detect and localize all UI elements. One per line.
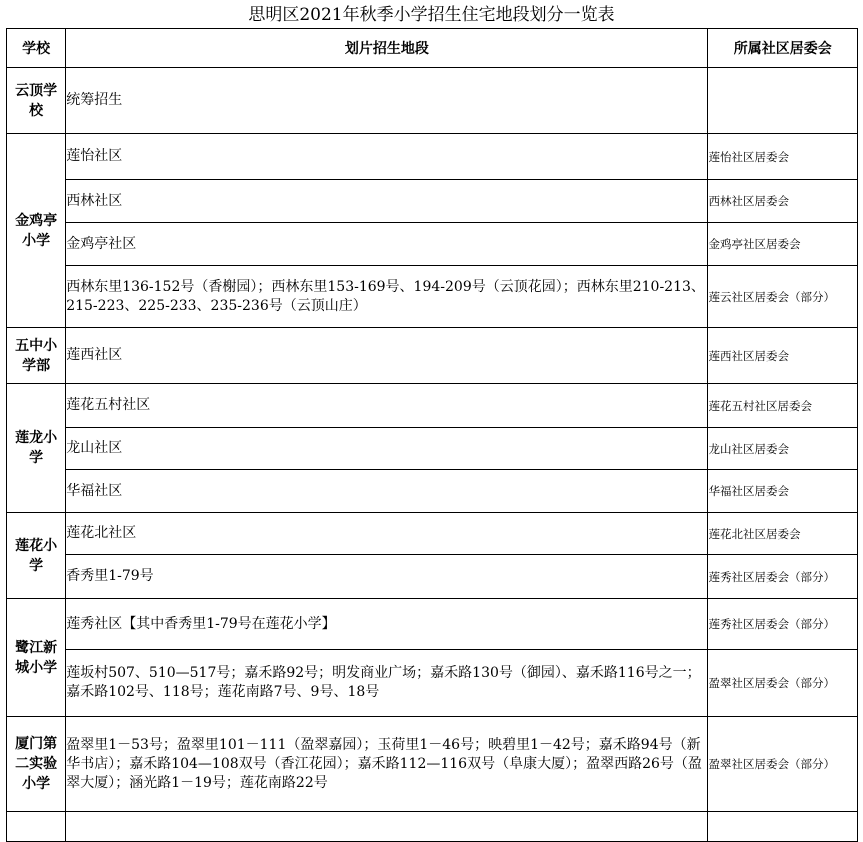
page-title: 思明区2021年秋季小学招生住宅地段划分一览表: [248, 5, 615, 25]
committee-cell: 莲怡社区居委会: [708, 134, 858, 180]
school-name: 五中小学部: [7, 328, 66, 384]
area-cell: 莲坂村507、510—517号；嘉禾路92号；明发商业广场；嘉禾路130号（御园）、嘉禾路116号之一；嘉禾路102号、118号；莲花南路7号、9号、18号: [66, 650, 708, 717]
table-row: [7, 223, 858, 266]
committee-cell: 莲花北社区居委会: [708, 513, 858, 555]
committee-cell: 盈翠社区居委会（部分）: [708, 650, 858, 717]
table-row: [7, 555, 858, 599]
header-school: 学校: [7, 29, 66, 68]
area-cell: 莲花北社区: [66, 513, 708, 555]
table-row: [7, 134, 858, 180]
table-row: [7, 650, 858, 717]
table-row: [7, 717, 858, 812]
school-name: 云顶学校: [7, 68, 66, 134]
table-row: [7, 599, 858, 650]
committee-cell: 龙山社区居委会: [708, 428, 858, 470]
school-name: 莲花小学: [7, 513, 66, 599]
area-cell: 西林东里136-152号（香榭园）；西林东里153-169号、194-209号（云顶花园）；西林东里210-213、215-223、225-233、235-236号（云顶山庄）: [66, 266, 708, 328]
area-cell: 莲秀社区【其中香秀里1-79号在莲花小学】: [66, 599, 708, 650]
school-name: 金鸡亭小学: [7, 134, 66, 328]
table-row: [7, 470, 858, 513]
header-row: [7, 29, 858, 68]
district-table: [6, 28, 858, 842]
committee-cell: 莲云社区居委会（部分）: [708, 266, 858, 328]
table-row: [7, 428, 858, 470]
school-name: [7, 812, 66, 842]
header-committee: 所属社区居委会: [708, 29, 858, 68]
area-cell: 莲怡社区: [66, 134, 708, 180]
header-area: 划片招生地段: [66, 29, 708, 68]
committee-cell: 盈翠社区居委会（部分）: [708, 717, 858, 812]
area-cell: [66, 812, 708, 842]
committee-cell: [708, 812, 858, 842]
committee-cell: 莲秀社区居委会（部分）: [708, 599, 858, 650]
committee-cell: 莲西社区居委会: [708, 328, 858, 384]
area-cell: 金鸡亭社区: [66, 223, 708, 266]
area-cell: 龙山社区: [66, 428, 708, 470]
school-name: 鹭江新城小学: [7, 599, 66, 717]
area-cell: 莲西社区: [66, 328, 708, 384]
table-row: [7, 384, 858, 428]
committee-cell: [708, 68, 858, 134]
committee-cell: 华福社区居委会: [708, 470, 858, 513]
committee-cell: 西林社区居委会: [708, 180, 858, 223]
area-cell: 统筹招生: [66, 68, 708, 134]
area-cell: 莲花五村社区: [66, 384, 708, 428]
area-cell: 西林社区: [66, 180, 708, 223]
committee-cell: 莲秀社区居委会（部分）: [708, 555, 858, 599]
area-cell: 香秀里1-79号: [66, 555, 708, 599]
table-row: [7, 513, 858, 555]
school-name: 莲龙小学: [7, 384, 66, 513]
committee-cell: 莲花五村社区居委会: [708, 384, 858, 428]
table-row: [7, 68, 858, 134]
table-row: [7, 266, 858, 328]
area-cell: 华福社区: [66, 470, 708, 513]
table-row: [7, 328, 858, 384]
area-cell: 盈翠里1－53号；盈翠里101－111（盈翠嘉园）；玉荷里1－46号；映碧里1－42号；嘉禾路94号（新华书店）；嘉禾路104—108双号（香江花园）；嘉禾路112—116双号（阜康大厦）；盈翠西路26号（盈翠大厦）；涵光路1－19号；莲花南路22号: [66, 717, 708, 812]
table-row: [7, 812, 858, 842]
committee-cell: 金鸡亭社区居委会: [708, 223, 858, 266]
table-row: [7, 180, 858, 223]
school-name: 厦门第二实验小学: [7, 717, 66, 812]
